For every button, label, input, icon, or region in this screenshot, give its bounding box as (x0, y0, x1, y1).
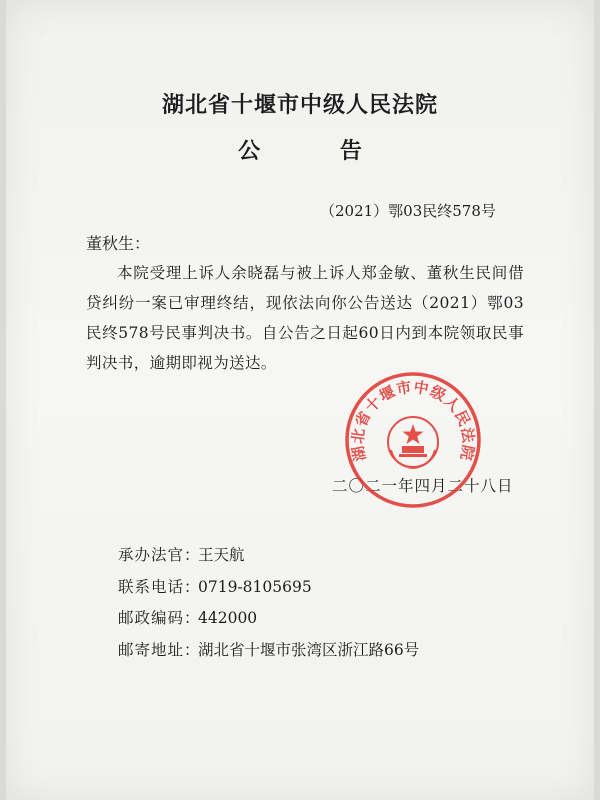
notice-date: 二〇二一年四月二十八日 (332, 477, 514, 495)
contact-row-phone (118, 575, 419, 607)
contact-row-address (118, 638, 419, 670)
seal-text: 湖北省十堰市中级人民法院 (348, 377, 478, 463)
contact-value: 442000 (198, 609, 258, 627)
contact-value: 0719-8105695 (198, 577, 312, 596)
notice-body: 本院受理上诉人余晓磊与被上诉人郑金敏、董秋生民间借贷纠纷一案已审理终结，现依法向你公告送达（2021）鄂03民终578号民事判决书。自公告之日起60日内到本院领取民事判决书，逾期即视为送达。 (86, 264, 524, 372)
case-number: （2021）鄂03民终578号 (320, 202, 496, 220)
contact-label: 邮寄地址： (118, 640, 201, 659)
contact-label: 邮政编码： (118, 609, 201, 627)
contact-info (118, 543, 419, 669)
court-name-title: 湖北省十堰市中级人民法院 (161, 92, 438, 118)
contact-value: 王天航 (198, 546, 245, 564)
contact-label: 联系电话： (118, 577, 201, 596)
contact-label: 承办法官： (118, 546, 201, 564)
paper-sheet (6, 0, 594, 800)
contact-value: 湖北省十堰市张湾区浙江路66号 (198, 640, 420, 659)
national-emblem-icon (388, 417, 438, 468)
notice-title: 公 告 (238, 138, 398, 164)
contact-row-postcode (118, 606, 419, 638)
addressee: 董秋生： (86, 234, 151, 253)
contact-row-judge (118, 543, 419, 575)
court-seal-stamp (343, 370, 483, 510)
